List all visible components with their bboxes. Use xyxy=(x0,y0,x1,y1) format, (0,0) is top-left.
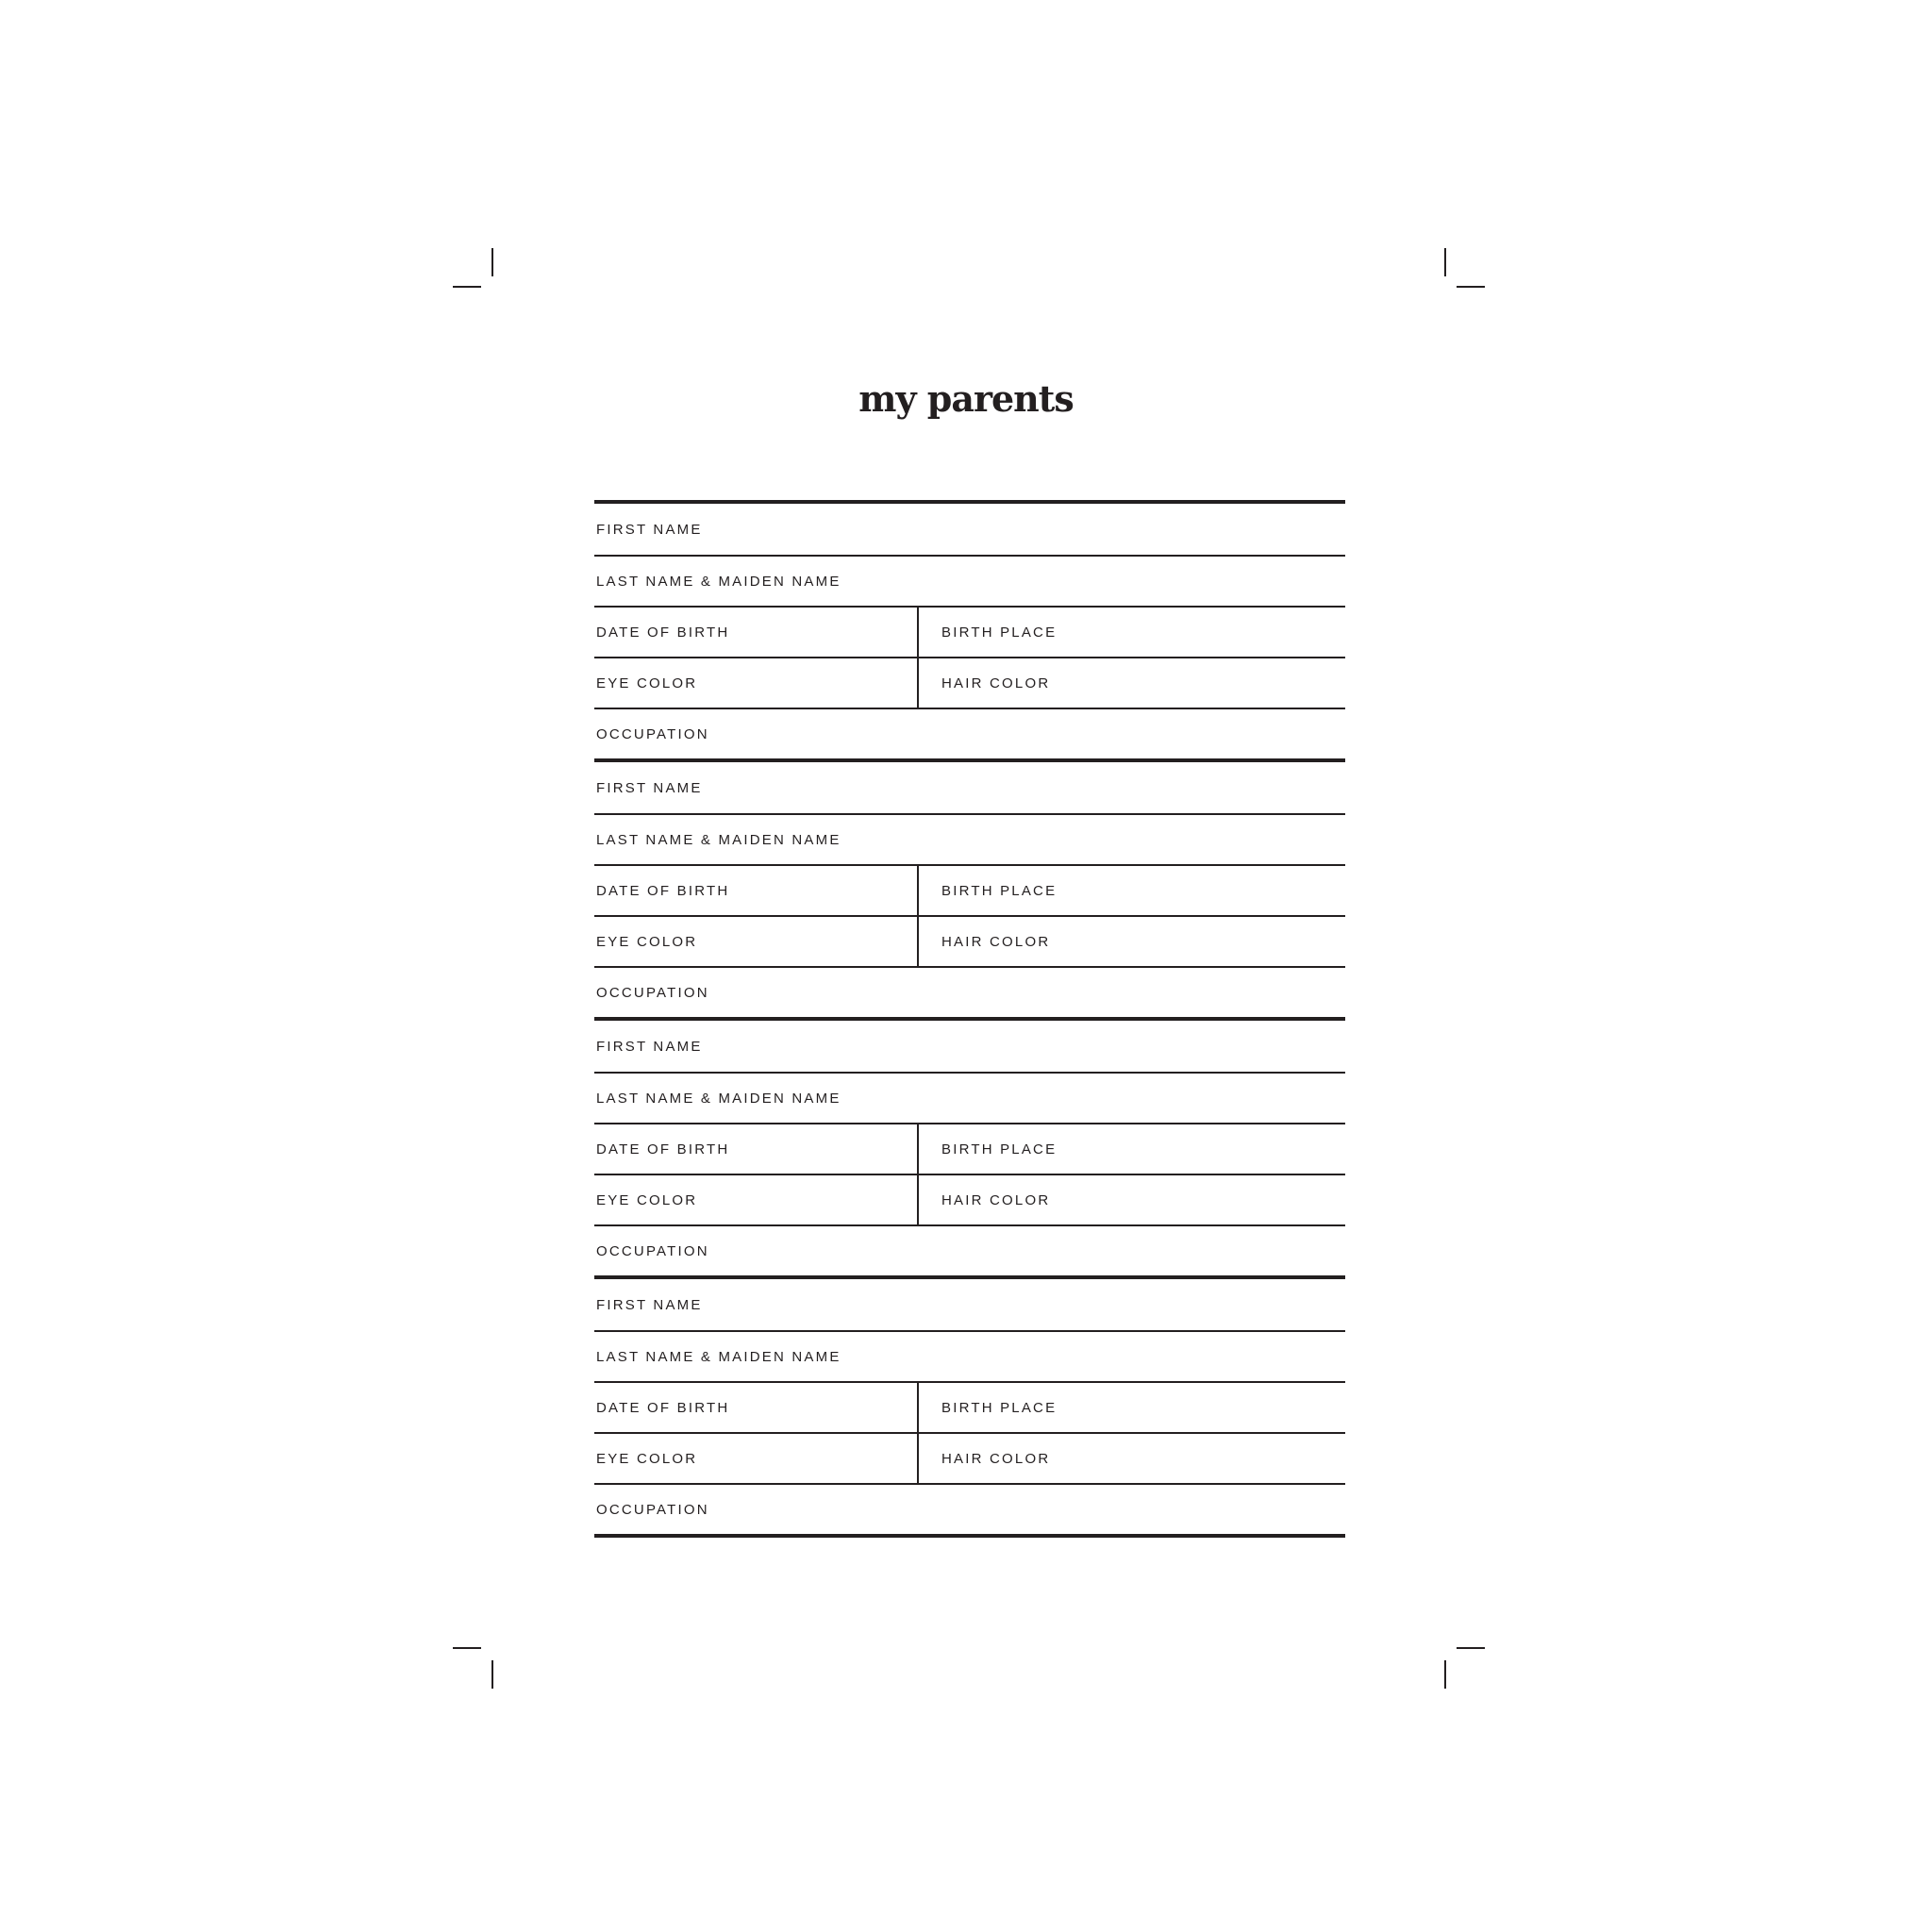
date-of-birth-field[interactable] xyxy=(594,1124,919,1174)
occupation-field[interactable] xyxy=(709,1485,1345,1534)
date-of-birth-label: DATE OF BIRTH xyxy=(596,882,730,899)
date-of-birth-label: DATE OF BIRTH xyxy=(596,1399,730,1416)
eye-color-field[interactable] xyxy=(594,658,919,708)
birth-row xyxy=(594,1123,1345,1174)
eye-color-label: EYE COLOR xyxy=(596,1450,698,1467)
first-name-label: FIRST NAME xyxy=(596,1296,703,1313)
first-name-field[interactable] xyxy=(703,762,1345,813)
occupation-label: OCCUPATION xyxy=(596,725,709,742)
occupation-row[interactable] xyxy=(594,1483,1345,1534)
first-name-label: FIRST NAME xyxy=(596,1038,703,1055)
first-name-field[interactable] xyxy=(703,1279,1345,1330)
last-name-label: LAST NAME & MAIDEN NAME xyxy=(596,1090,841,1107)
first-name-label: FIRST NAME xyxy=(596,779,703,796)
eye-color-label: EYE COLOR xyxy=(596,675,698,691)
first-name-row[interactable] xyxy=(594,504,1345,555)
hair-color-field[interactable] xyxy=(919,1434,1345,1483)
parents-form xyxy=(594,500,1345,1538)
last-name-field[interactable] xyxy=(841,815,1345,864)
birth-place-field[interactable] xyxy=(919,866,1345,915)
last-name-field[interactable] xyxy=(841,1074,1345,1123)
hair-color-field[interactable] xyxy=(919,917,1345,966)
birth-place-field[interactable] xyxy=(919,608,1345,657)
last-name-row[interactable] xyxy=(594,1072,1345,1123)
occupation-row[interactable] xyxy=(594,1224,1345,1275)
crop-mark xyxy=(1444,248,1446,276)
crop-mark xyxy=(1457,1647,1485,1649)
parent-section xyxy=(594,500,1345,758)
occupation-label: OCCUPATION xyxy=(596,1501,709,1518)
date-of-birth-field[interactable] xyxy=(594,608,919,657)
last-name-label: LAST NAME & MAIDEN NAME xyxy=(596,831,841,848)
color-row xyxy=(594,1432,1345,1483)
birth-place-field[interactable] xyxy=(919,1124,1345,1174)
birth-place-label: BIRTH PLACE xyxy=(941,624,1058,641)
occupation-field[interactable] xyxy=(709,968,1345,1017)
crop-mark xyxy=(491,248,493,276)
first-name-row[interactable] xyxy=(594,1279,1345,1330)
occupation-label: OCCUPATION xyxy=(596,1242,709,1259)
occupation-label: OCCUPATION xyxy=(596,984,709,1001)
crop-mark xyxy=(1444,1660,1446,1689)
page-title: my parents xyxy=(858,377,1074,420)
last-name-label: LAST NAME & MAIDEN NAME xyxy=(596,573,841,590)
hair-color-label: HAIR COLOR xyxy=(941,675,1051,691)
occupation-field[interactable] xyxy=(709,1226,1345,1275)
parent-section xyxy=(594,758,1345,1017)
color-row xyxy=(594,1174,1345,1224)
birth-row xyxy=(594,606,1345,657)
birth-row xyxy=(594,1381,1345,1432)
parent-section xyxy=(594,1275,1345,1538)
birth-place-field[interactable] xyxy=(919,1383,1345,1432)
last-name-label: LAST NAME & MAIDEN NAME xyxy=(596,1348,841,1365)
date-of-birth-label: DATE OF BIRTH xyxy=(596,624,730,641)
eye-color-field[interactable] xyxy=(594,917,919,966)
date-of-birth-field[interactable] xyxy=(594,1383,919,1432)
hair-color-field[interactable] xyxy=(919,658,1345,708)
birth-place-label: BIRTH PLACE xyxy=(941,1141,1058,1158)
hair-color-field[interactable] xyxy=(919,1175,1345,1224)
hair-color-label: HAIR COLOR xyxy=(941,1191,1051,1208)
birth-place-label: BIRTH PLACE xyxy=(941,1399,1058,1416)
parent-section xyxy=(594,1017,1345,1275)
occupation-row[interactable] xyxy=(594,708,1345,758)
crop-mark xyxy=(453,286,481,288)
date-of-birth-label: DATE OF BIRTH xyxy=(596,1141,730,1158)
crop-mark xyxy=(1457,286,1485,288)
birth-place-label: BIRTH PLACE xyxy=(941,882,1058,899)
crop-mark xyxy=(453,1647,481,1649)
eye-color-field[interactable] xyxy=(594,1434,919,1483)
first-name-row[interactable] xyxy=(594,762,1345,813)
first-name-label: FIRST NAME xyxy=(596,521,703,538)
eye-color-field[interactable] xyxy=(594,1175,919,1224)
hair-color-label: HAIR COLOR xyxy=(941,933,1051,950)
first-name-field[interactable] xyxy=(703,504,1345,555)
color-row xyxy=(594,915,1345,966)
first-name-field[interactable] xyxy=(703,1021,1345,1072)
last-name-field[interactable] xyxy=(841,557,1345,606)
eye-color-label: EYE COLOR xyxy=(596,1191,698,1208)
crop-mark xyxy=(491,1660,493,1689)
occupation-field[interactable] xyxy=(709,709,1345,758)
hair-color-label: HAIR COLOR xyxy=(941,1450,1051,1467)
last-name-row[interactable] xyxy=(594,555,1345,606)
last-name-row[interactable] xyxy=(594,1330,1345,1381)
last-name-field[interactable] xyxy=(841,1332,1345,1381)
occupation-row[interactable] xyxy=(594,966,1345,1017)
birth-row xyxy=(594,864,1345,915)
date-of-birth-field[interactable] xyxy=(594,866,919,915)
first-name-row[interactable] xyxy=(594,1021,1345,1072)
last-name-row[interactable] xyxy=(594,813,1345,864)
eye-color-label: EYE COLOR xyxy=(596,933,698,950)
color-row xyxy=(594,657,1345,708)
